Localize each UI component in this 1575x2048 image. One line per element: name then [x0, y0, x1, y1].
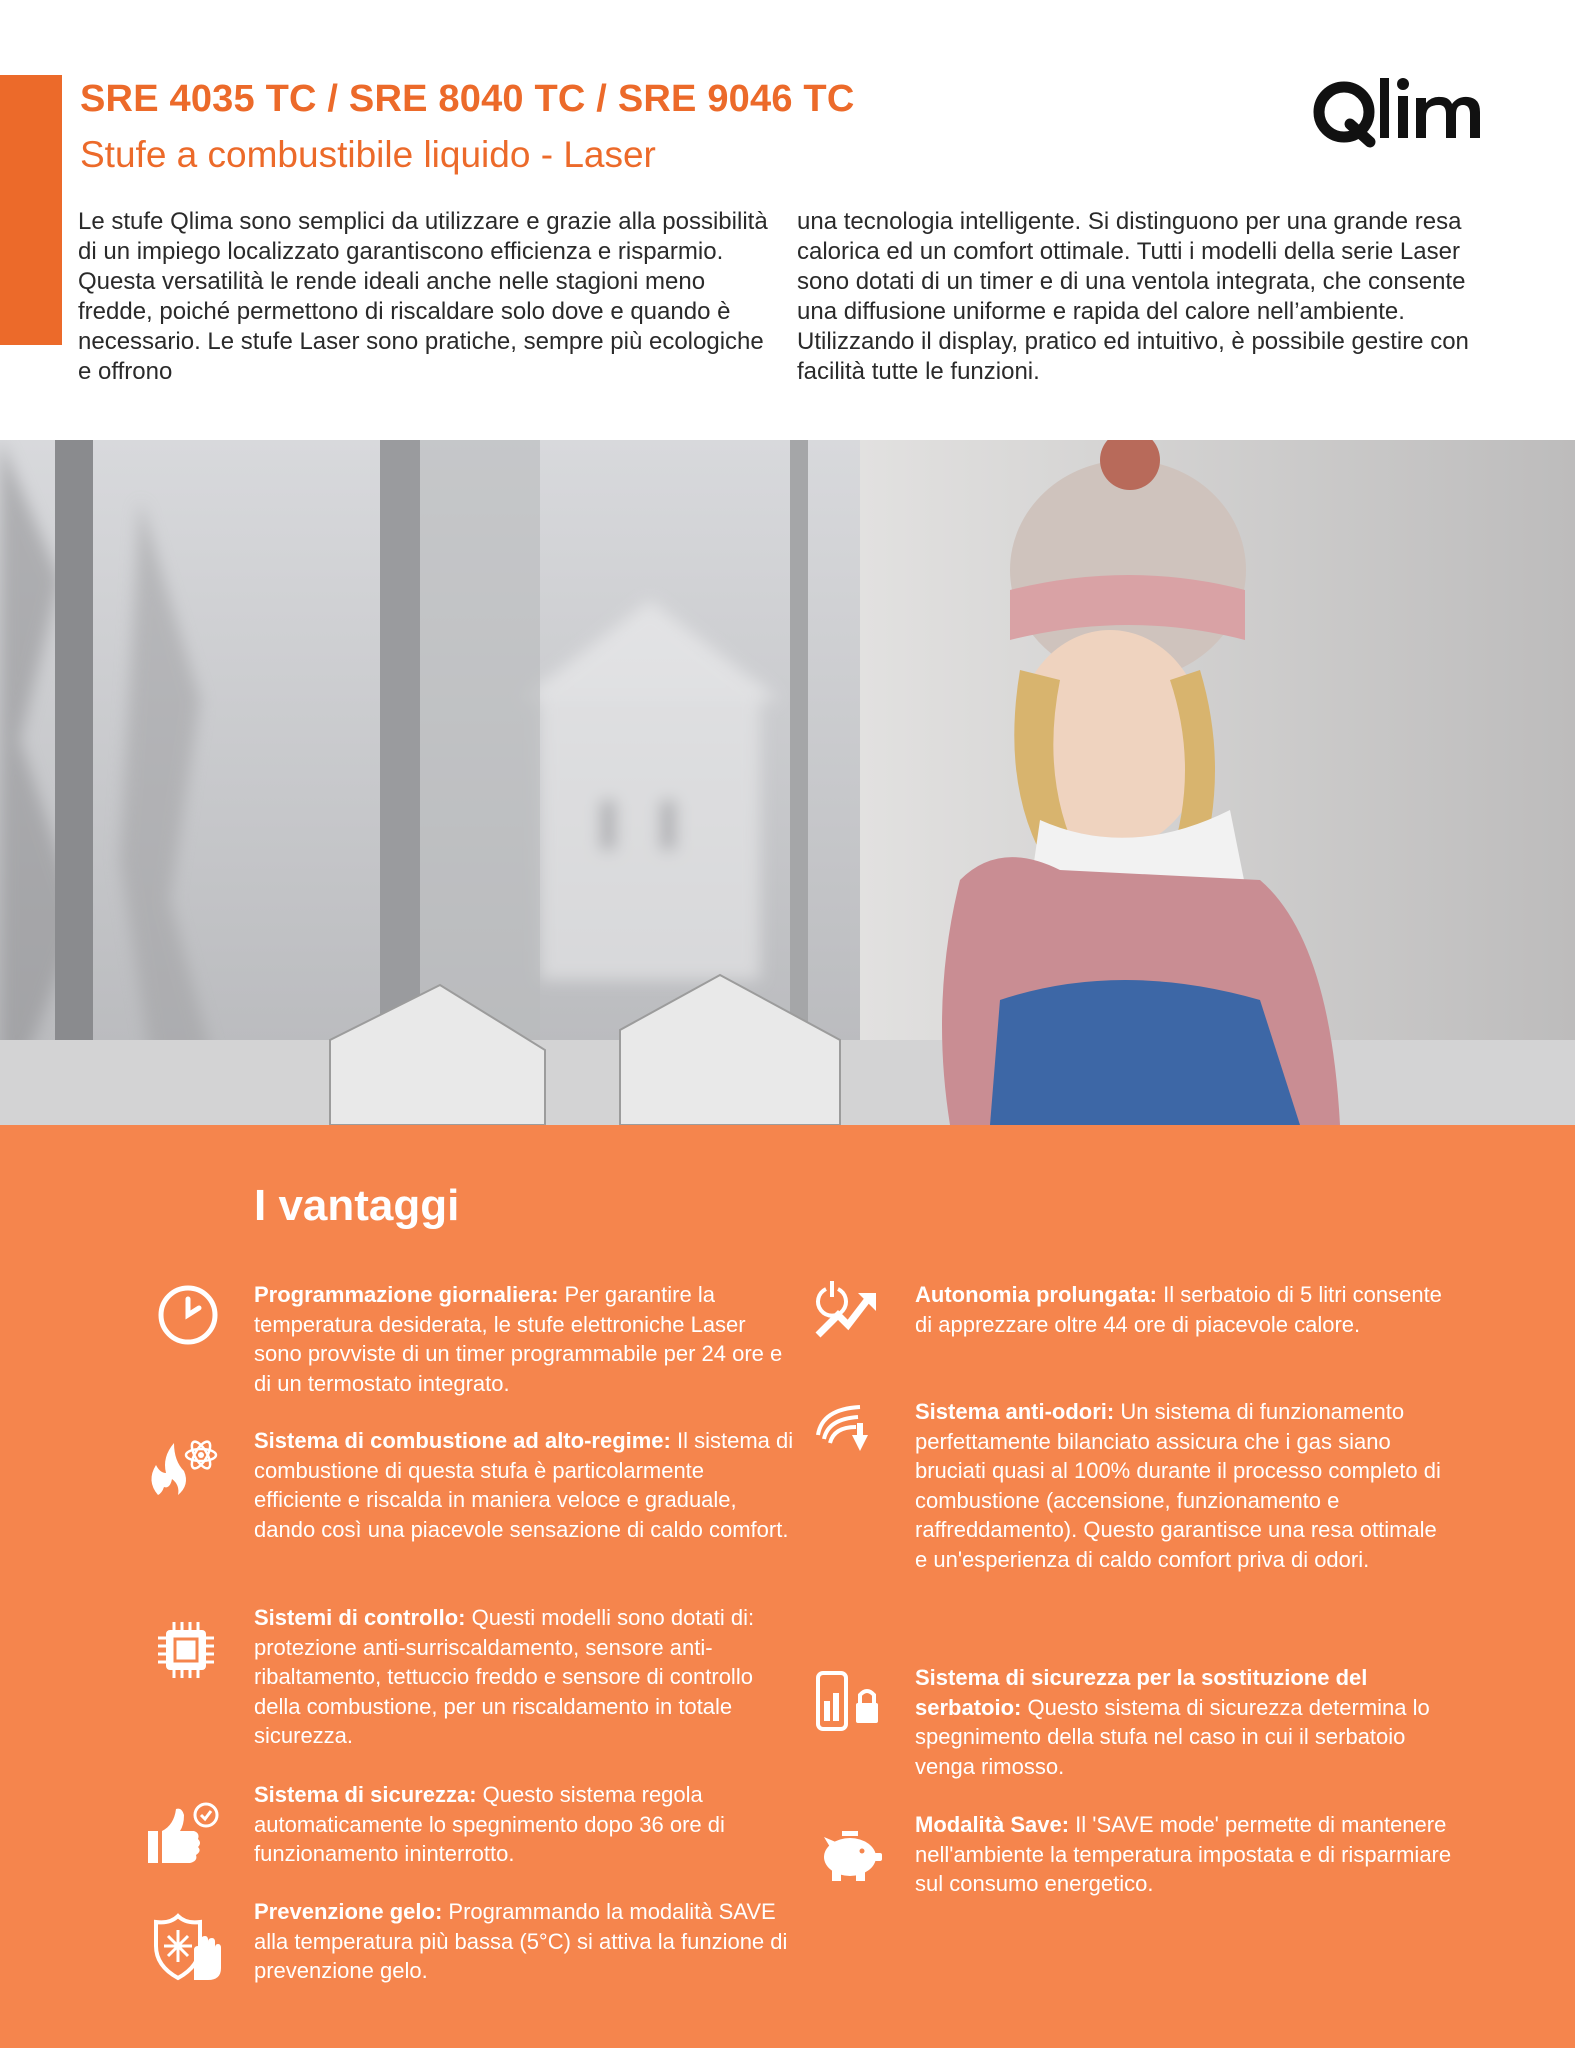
feature-text: Questo sistema di sicurezza determina lo spegnimento della stufa nel caso in cui il serbatoio venga rimosso.: [915, 1694, 1430, 1779]
feature-autonomia: [915, 1280, 1455, 1339]
hero-photo: [0, 440, 1575, 1125]
feature-text: Il sistema di combustione di questa stufa è particolarmente efficiente e riscalda in maniera veloce e graduale, dando così una piacevole sensazione di caldo comfort.: [254, 1428, 794, 1542]
qlima-logo: [1310, 72, 1500, 152]
feature-title: Autonomia prolungata:: [915, 1282, 1157, 1307]
feature-text: Per garantire la temperatura desiderata, le stufe elettroniche Laser sono provviste di un timer programmabile per 24 ore e di un termostato integrato.: [254, 1282, 783, 1396]
feature-modalita-save: [915, 1810, 1455, 1899]
piggy-bank-icon: [812, 1813, 888, 1889]
clock-icon: [150, 1277, 226, 1353]
chip-icon: [148, 1612, 224, 1688]
feature-title: Programmazione giornaliera:: [254, 1282, 559, 1307]
feature-title: Sistema anti-odori:: [915, 1399, 1115, 1424]
page-title: SRE 4035 TC / SRE 8040 TC / SRE 9046 TC: [80, 78, 855, 120]
feature-controllo: [254, 1603, 794, 1751]
flame-atom-icon: [144, 1429, 220, 1505]
frost-shield-hand-icon: [148, 1910, 224, 1986]
feature-text: Questo sistema regola automaticamente lo spegnimento dopo 36 ore di funzionamento ininterrotto.: [254, 1782, 725, 1866]
airflow-down-icon: [812, 1393, 888, 1469]
feature-title: Modalità Save:: [915, 1812, 1070, 1837]
feature-title: Sistemi di controllo:: [254, 1605, 466, 1630]
feature-programmazione: [254, 1280, 794, 1398]
feature-text: Questi modelli sono dotati di: protezione anti-surriscaldamento, sensore anti-ribaltamento, tettuccio freddo e sensore di controllo della combustione, per un riscaldamento in totale sicurezza.: [254, 1605, 755, 1748]
feature-text: Il 'SAVE mode' permette di mantenere nell'ambiente la temperatura impostata e di risparmiare sul consumo energetico.: [915, 1812, 1452, 1896]
page-subtitle: Stufe a combustibile liquido - Laser: [80, 134, 656, 175]
feature-title: Sistema di sicurezza per la sostituzione del serbatoio:: [915, 1665, 1368, 1720]
feature-title: Sistema di sicurezza:: [254, 1782, 477, 1807]
feature-title: Prevenzione gelo:: [254, 1899, 443, 1924]
feature-text: Il serbatoio di 5 litri consente di apprezzare oltre 44 ore di piacevole calore.: [915, 1282, 1442, 1337]
feature-sicurezza-serbatoio: [915, 1663, 1455, 1781]
feature-anti-odori: [915, 1397, 1455, 1574]
intro-column-2: una tecnologia intelligente. Si distinguono per una grande resa calorica ed un comfort ottimale. Tutti i modelli della serie Laser sono dotati di un timer e di una ventola integrata, che consente una diffusione uniforme e rapida del calore nell’ambiente. Utilizzando il display, pratico ed intuitivo, è possibile gestire con facilità tutte le funzioni.: [797, 208, 1469, 385]
feature-text: Programmando la modalità SAVE alla temperatura più bassa (5°C) si attiva la funzione di prevenzione gelo.: [254, 1899, 788, 1983]
feature-prevenzione-gelo: [254, 1897, 794, 1986]
intro-column-1: Le stufe Qlima sono semplici da utilizzare e grazie alla possibilità di un impiego localizzato garantiscono efficienza e risparmio. Questa versatilità le rende ideali anche nelle stagioni meno fredde, poiché permettono di riscaldare solo dove e quando è necessario. Le stufe Laser sono pratiche, sempre più ecologiche e offrono: [78, 208, 768, 385]
feature-text: Un sistema di funzionamento perfettamente bilanciato assicura che i gas siano bruciati quasi al 100% durante il processo completo di combustione (accensione, funzionamento e raffreddamento). Questo garantisce una resa ottimale e un'esperienza di caldo comfort priva di odori.: [915, 1399, 1441, 1572]
power-arrow-icon: [812, 1275, 888, 1351]
feature-sicurezza: [254, 1780, 794, 1869]
thumbs-up-clock-icon: [144, 1795, 220, 1871]
feature-combustione: [254, 1426, 794, 1544]
tank-lock-icon: [812, 1665, 888, 1741]
benefits-panel: [0, 1125, 1575, 2048]
benefits-title: I vantaggi: [254, 1181, 460, 1230]
feature-title: Sistema di combustione ad alto-regime:: [254, 1428, 671, 1453]
accent-bar: [0, 75, 62, 345]
